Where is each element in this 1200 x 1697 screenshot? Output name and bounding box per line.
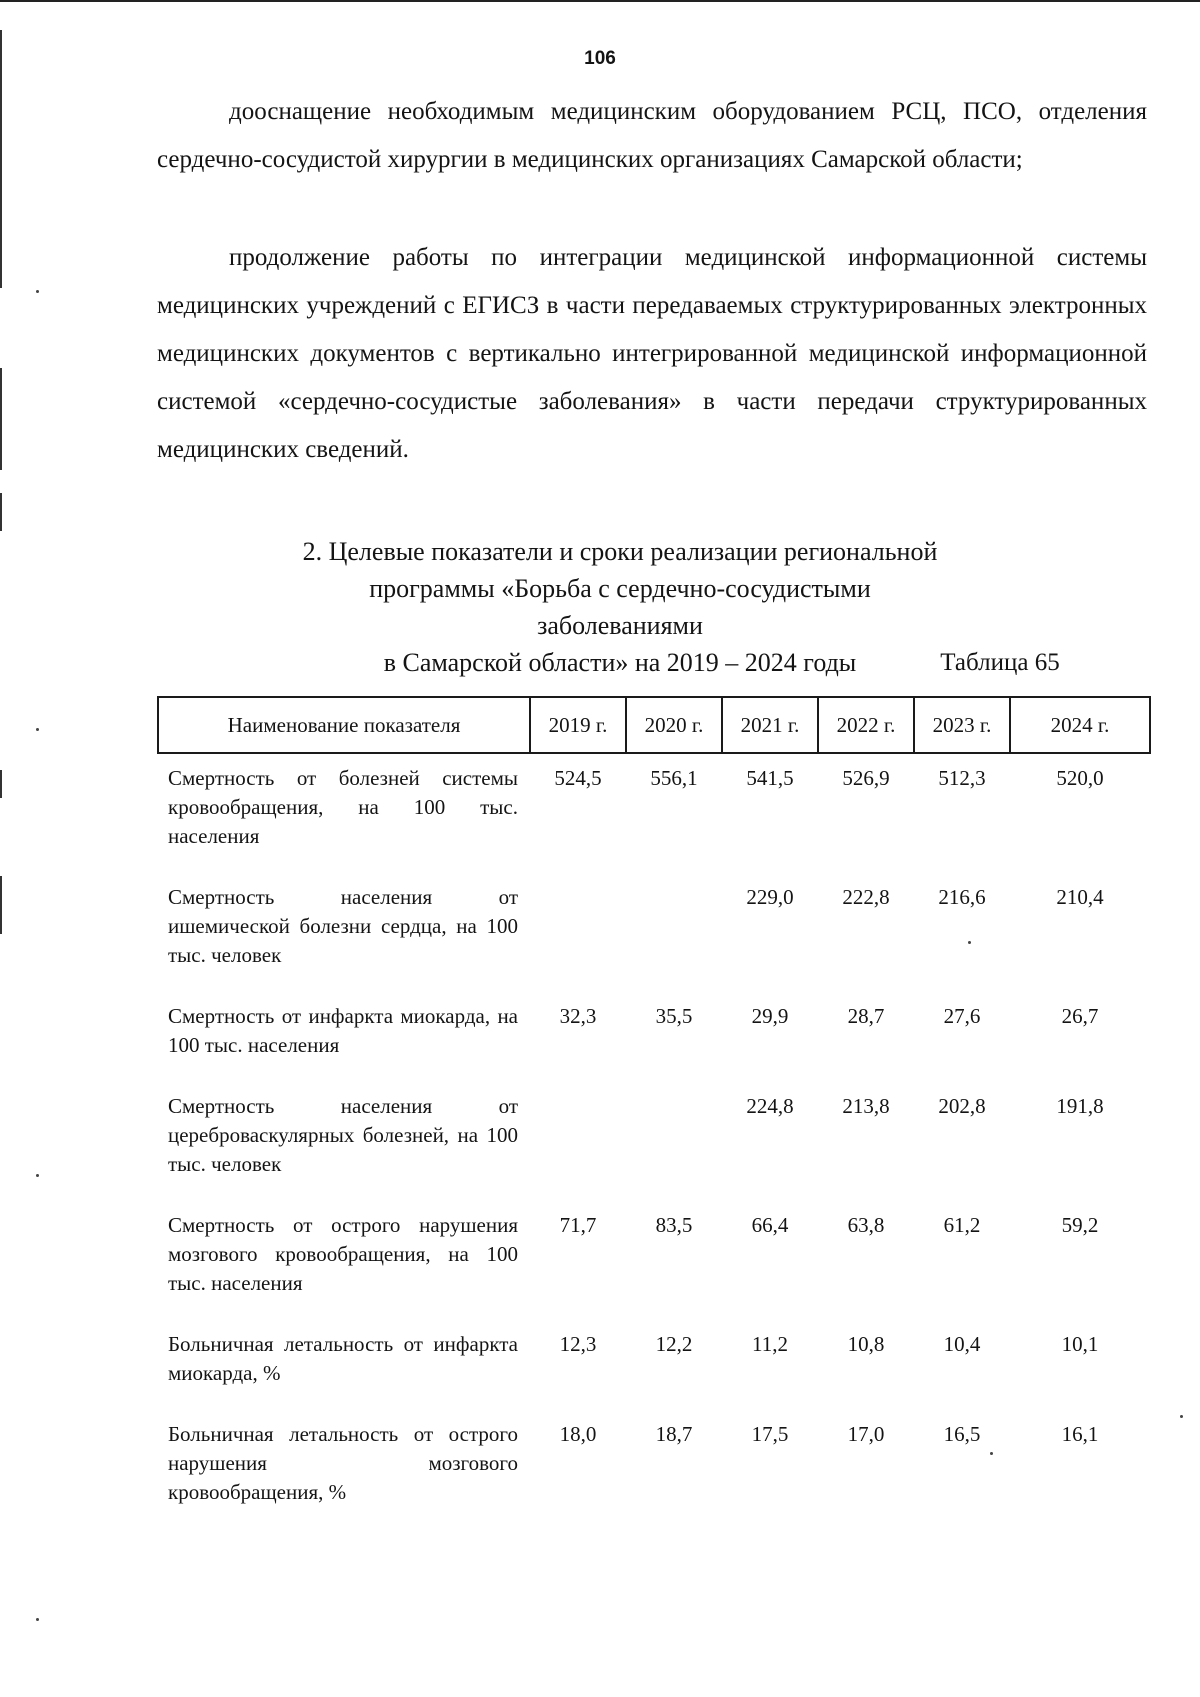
cell-value: 35,5 [655,1004,693,1028]
column-header: Наименование показателя [158,697,530,753]
indicators-table [157,696,1151,1529]
column-header: 2021 г. [722,697,818,753]
cell-value [626,873,722,992]
indicator-name: Смертность от болезней системы кровообращения, на 100 тыс. населения [168,766,518,848]
paragraph: дооснащение необходимым медицинским оборудованием РСЦ, ПСО, отделения сердечно-сосудистой хирургии в медицинских организациях Самарской области; [157,98,1147,173]
table-row [158,1082,1150,1201]
cell-value: 224,8 [746,1094,794,1118]
table-row [158,753,1150,873]
column-header: 2022 г. [818,697,914,753]
scan-edge-mark [0,368,2,470]
cell-value: 59,2 [1061,1213,1099,1237]
section-title-line: в Самарской области» на 2019 – 2024 годы [383,648,857,677]
table-header-row [158,697,1150,753]
column-header: 2019 г. [530,697,626,753]
table-row [158,992,1150,1082]
cell-value: 556,1 [650,766,698,790]
cell-value: 213,8 [842,1094,890,1118]
cell-value: 524,5 [554,766,602,790]
paragraph: продолжение работы по интеграции медицинской информационной системы медицинских учреждений с ЕГИСЗ в части передаваемых структурированных электронных медицинских документов с вертикально интегрированной медицинской информационной системой «сердечно-сосудистые заболевания» в части передачи структурированных медицинских сведений. [157,244,1147,463]
cell-value: 27,6 [943,1004,981,1028]
cell-value: 520,0 [1056,766,1104,790]
scan-speck [36,728,39,731]
column-header: 2024 г. [1010,697,1150,753]
cell-value: 526,9 [842,766,890,790]
table-row [158,1410,1150,1529]
cell-value: 216,6 [938,885,986,909]
scan-speck [36,1618,39,1621]
scan-speck [990,1452,993,1455]
scan-speck [1180,1415,1183,1418]
cell-value [626,1082,722,1201]
scan-border-top [0,0,1200,2]
indicator-name: Смертность населения от ишемической болезни сердца, на 100 тыс. человек [168,885,518,967]
cell-value: 16,1 [1061,1422,1099,1446]
cell-value: 10,4 [943,1332,981,1356]
cell-value: 191,8 [1056,1094,1104,1118]
cell-value: 29,9 [751,1004,789,1028]
cell-value: 66,4 [751,1213,789,1237]
cell-value: 71,7 [559,1213,597,1237]
scan-speck [36,1174,39,1177]
cell-value: 12,2 [655,1332,693,1356]
cell-value: 229,0 [746,885,794,909]
scan-edge-mark [0,493,2,531]
cell-value: 61,2 [943,1213,981,1237]
section-title-line: 2. Целевые показатели и сроки реализации региональной [302,537,938,566]
cell-value: 10,8 [847,1332,885,1356]
section-title [300,533,940,681]
column-header: 2023 г. [914,697,1010,753]
cell-value: 12,3 [559,1332,597,1356]
cell-value: 202,8 [938,1094,986,1118]
cell-value: 210,4 [1056,885,1104,909]
cell-value: 11,2 [752,1332,788,1356]
cell-value: 16,5 [943,1422,981,1446]
page-number: 106 [584,48,616,69]
table-row [158,1320,1150,1410]
table-row [158,1201,1150,1320]
cell-value: 541,5 [746,766,794,790]
indicator-name: Смертность населения от цереброваскулярных болезней, на 100 тыс. человек [168,1094,518,1176]
indicator-name: Больничная летальность от инфаркта миокарда, % [168,1332,518,1385]
scan-edge-mark [0,770,2,798]
column-header: 2020 г. [626,697,722,753]
indicator-name: Больничная летальность от острого нарушения мозгового кровообращения, % [168,1422,518,1504]
scan-speck [968,941,971,944]
cell-value [530,873,626,992]
section-title-line: программы «Борьба с сердечно-сосудистыми заболеваниями [369,574,871,640]
cell-value: 17,0 [847,1422,885,1446]
indicator-name: Смертность от инфаркта миокарда, на 100 тыс. населения [168,1004,518,1057]
cell-value: 17,5 [751,1422,789,1446]
cell-value [530,1082,626,1201]
scan-speck [36,290,39,293]
table-row [158,873,1150,992]
cell-value: 512,3 [938,766,986,790]
cell-value: 63,8 [847,1213,885,1237]
cell-value: 26,7 [1061,1004,1099,1028]
cell-value: 18,7 [655,1422,693,1446]
table-caption: Таблица 65 [940,649,1060,676]
cell-value: 18,0 [559,1422,597,1446]
cell-value: 10,1 [1061,1332,1099,1356]
cell-value: 222,8 [842,885,890,909]
scan-edge-mark [0,876,2,934]
cell-value: 83,5 [655,1213,693,1237]
cell-value: 32,3 [559,1004,597,1028]
indicator-name: Смертность от острого нарушения мозгового кровообращения, на 100 тыс. населения [168,1213,518,1295]
cell-value: 28,7 [847,1004,885,1028]
